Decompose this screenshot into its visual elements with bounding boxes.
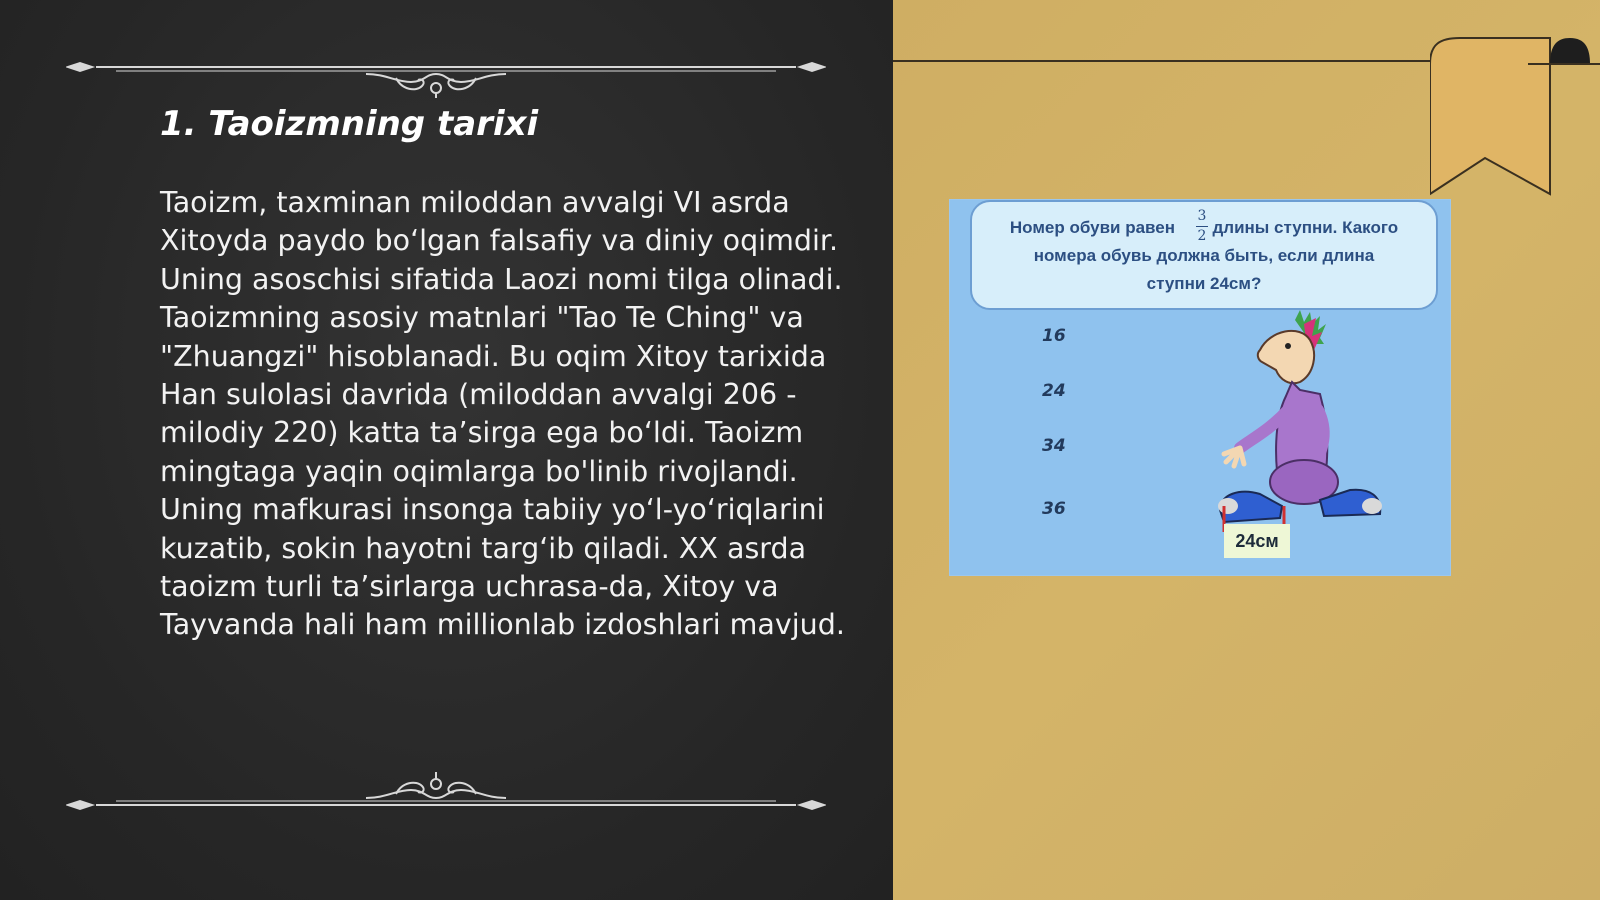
question-line-1-before: Номер обуви равен <box>1009 218 1176 237</box>
header-divider-line <box>893 60 1438 62</box>
question-line-2: номера обувь должна быть, если длина <box>1033 246 1375 265</box>
bottom-ornament-icon <box>66 768 826 828</box>
question-bubble <box>970 200 1438 310</box>
foot-length-label: 24см <box>1224 524 1290 558</box>
fraction <box>1192 208 1212 245</box>
top-ornament-icon <box>66 38 826 98</box>
problem-illustration <box>950 200 1450 575</box>
fraction-denominator: 2 <box>1197 228 1207 244</box>
slide-title: 1. Taoizmning tarixi <box>160 104 539 144</box>
fraction-numerator: 3 <box>1197 208 1207 224</box>
question-line-3: ступни 24см? <box>1146 274 1262 293</box>
answer-option: 16 <box>1042 326 1066 346</box>
answer-option: 24 <box>1042 381 1066 401</box>
answer-option: 34 <box>1042 436 1066 456</box>
question-line-1-after: длины ступни. Какого <box>1212 218 1399 237</box>
slide-body-text: Taoizm, taxminan miloddan avvalgi VI asrda Xitoyda paydo bo‘lgan falsafiy va diniy oqimdir. Uning asoschisi sifatida Laozi nomi tilga olinadi. Taoizmning asosiy matnlari "Tao Te Ching" va "Zhuangzi" hisoblanadi. Bu oqim Xitoy tarixida Han sulolasi davrida (miloddan avvalgi 206 - milodiy 220) katta ta’sirga ega bo‘ldi. Taoizm mingtaga yaqin oqimlarga bo'linib rivojlandi. Uning mafkurasi insonga tabiiy yo‘l-yo‘riqlarini kuzatib, sokin hayotni targ‘ib qiladi. XX asrda taoizm turli ta’sirlarga uchrasa-da, Xitoy va Tayvanda hali ham millionlab izdoshlari mavjud. <box>160 186 845 642</box>
answer-option: 36 <box>1042 499 1066 519</box>
bookmark-ribbon-icon <box>1430 34 1600 204</box>
